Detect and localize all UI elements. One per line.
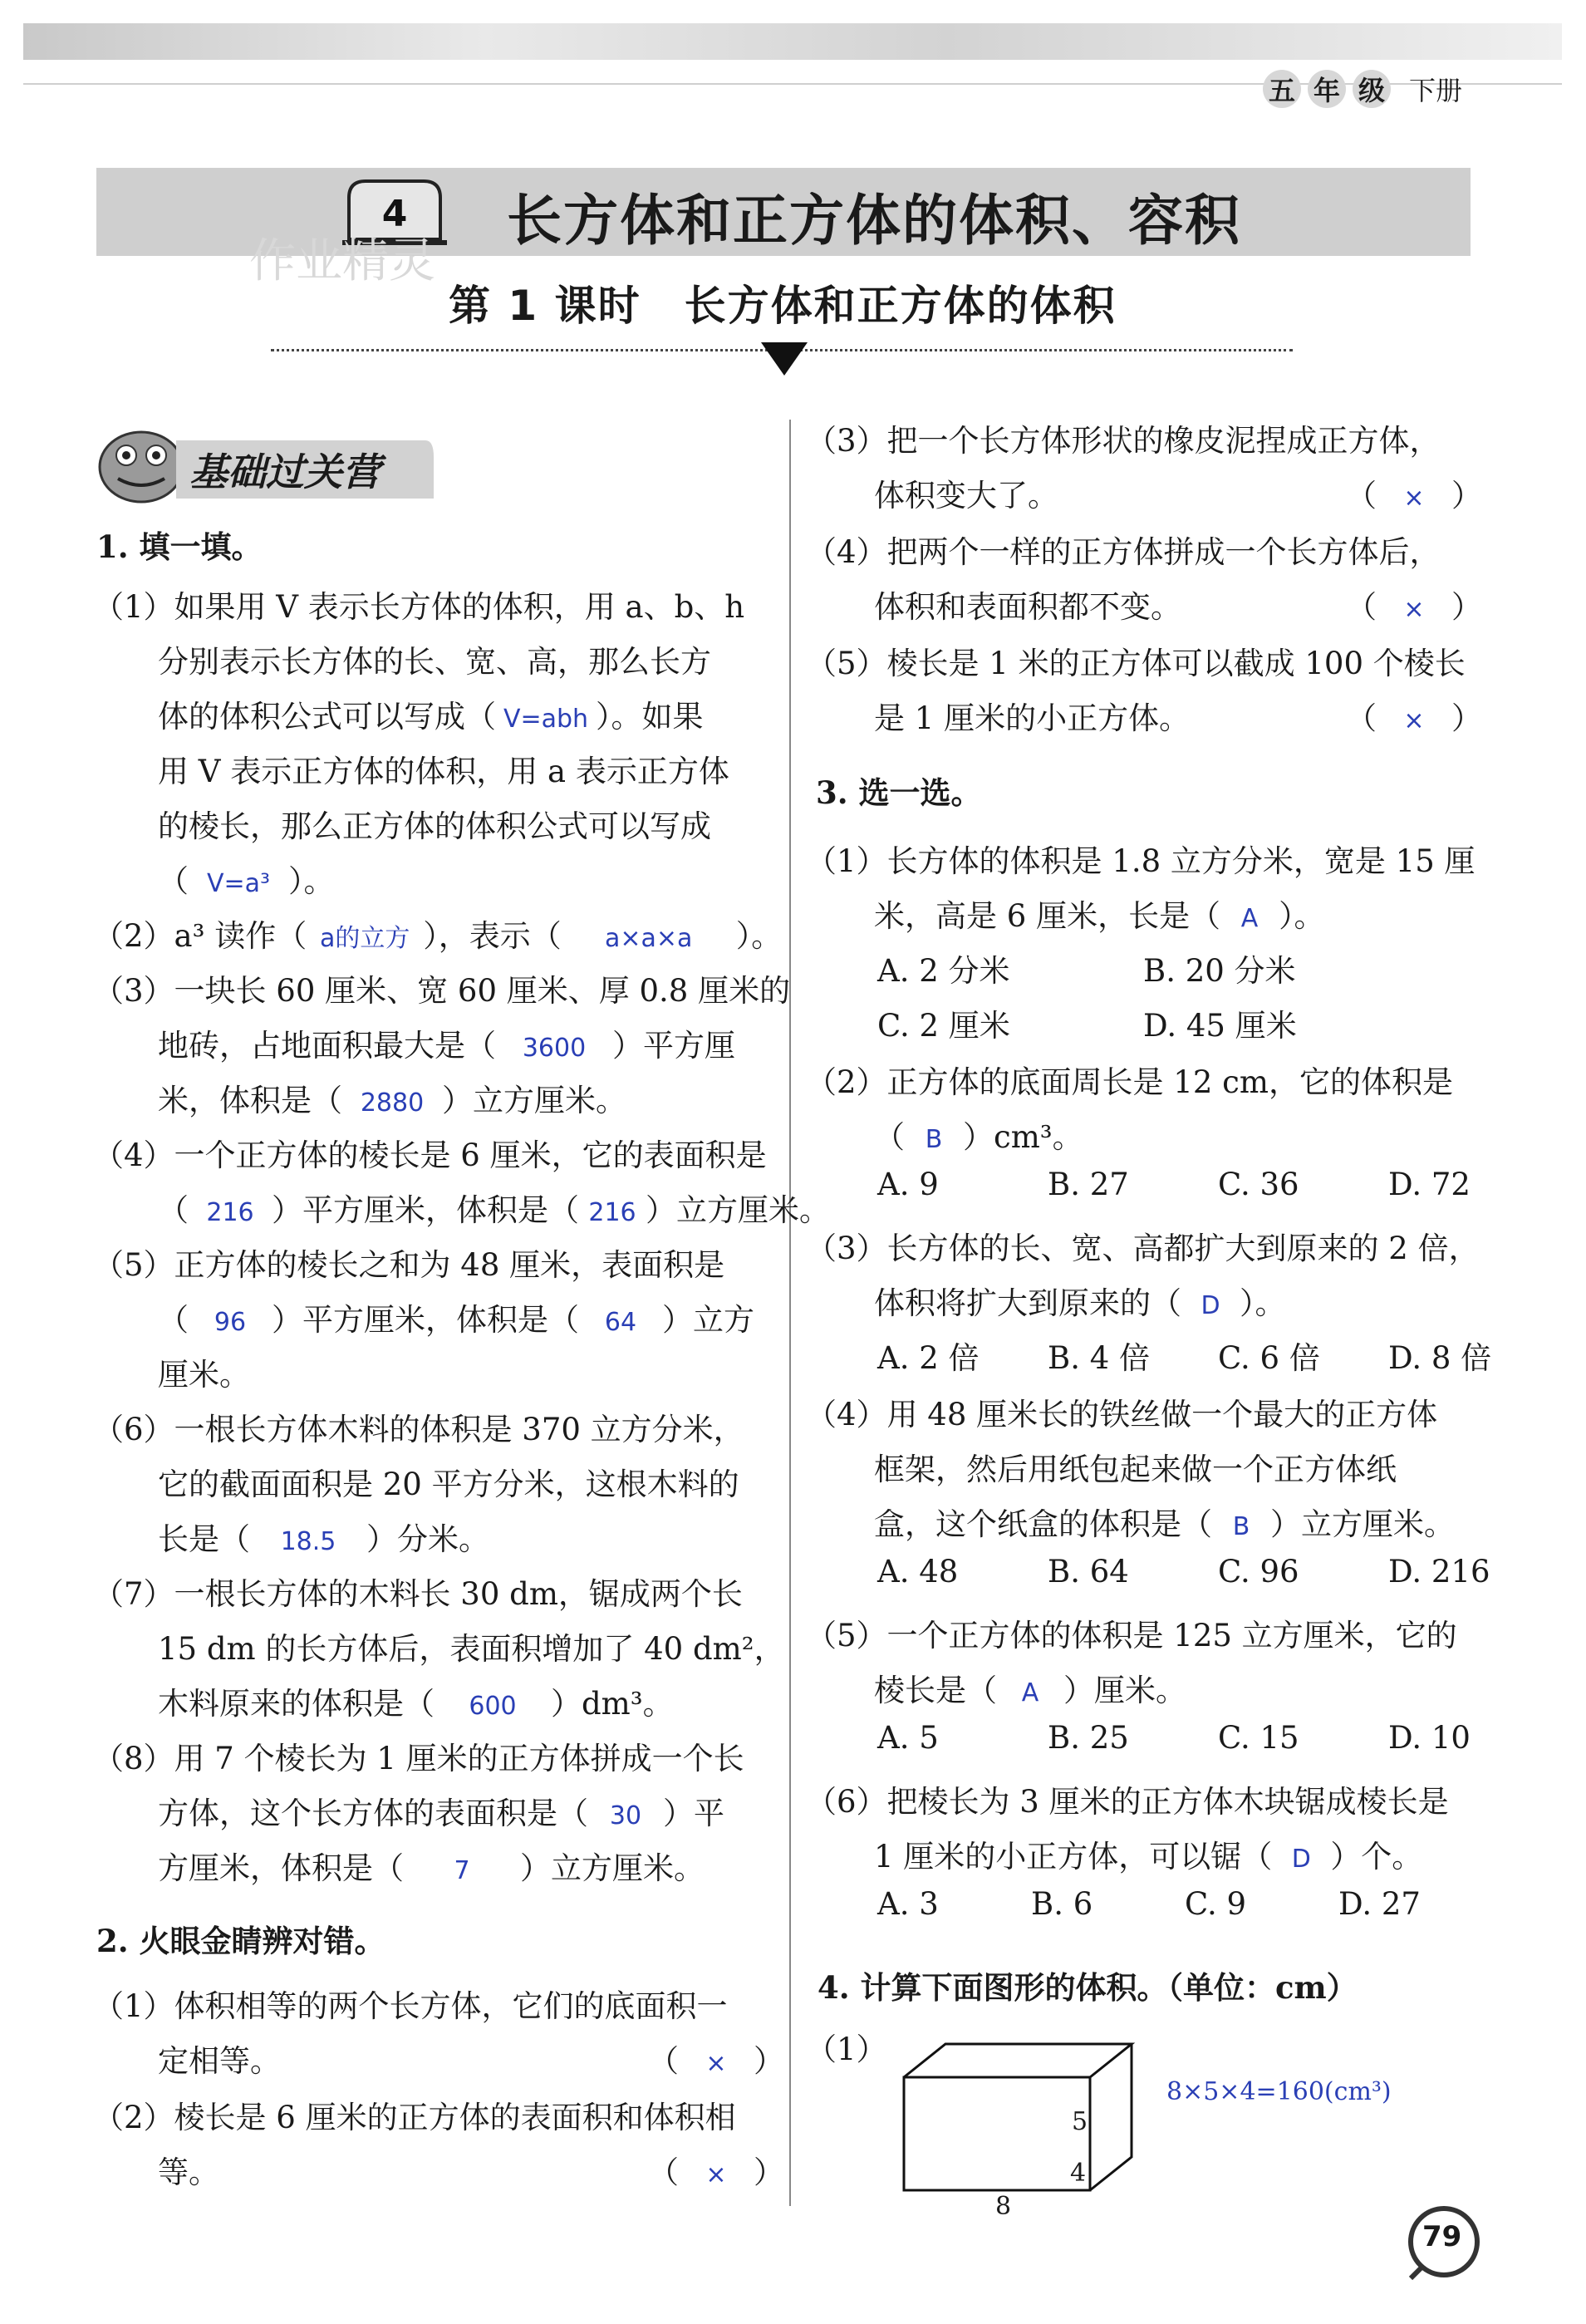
answer-text: 216 xyxy=(588,1198,636,1227)
q1-heading: 1. 填一填。 xyxy=(96,528,263,565)
dim-width: 4 xyxy=(1070,2159,1087,2188)
q1-4-line: （ 216 ）平方厘米，体积是（ 216 ）立方厘米。 xyxy=(158,1192,830,1228)
q1-3-line: 米，体积是（ 2880 ）立方厘米。 xyxy=(158,1083,626,1118)
q2-2-answer: （ × ） xyxy=(648,2154,784,2190)
q1-3-line: 地砖，占地面积最大是（ 3600 ）平方厘 xyxy=(158,1028,735,1064)
triangle-marker-icon xyxy=(761,342,808,376)
q2-1-line: （1）体积相等的两个长方体，它们的底面积一 xyxy=(93,1988,728,2024)
q2-heading: 2. 火眼金睛辨对错。 xyxy=(96,1923,385,1959)
answer-text: 7 xyxy=(454,1856,470,1885)
q3-2-line: （ B ）cm³。 xyxy=(874,1119,1083,1155)
top-decor-bar xyxy=(23,23,1562,60)
q1-8-line: （8）用 7 个棱长为 1 厘米的正方体拼成一个长 xyxy=(93,1741,744,1776)
q2-4-line: 体积和表面积都不变。 xyxy=(874,589,1181,625)
q3-6-line: 1 厘米的小正方体，可以锯（ D ）个。 xyxy=(874,1839,1423,1874)
answer-text: 64 xyxy=(604,1308,637,1337)
volume-label: 下册 xyxy=(1409,75,1463,106)
q3-5-line: （5）一个正方体的体积是 125 立方厘米，它的 xyxy=(806,1618,1457,1653)
q2-3-line: 体积变大了。 xyxy=(874,478,1058,513)
q1-1-line: （1）如果用 V 表示长方体的体积，用 a、b、h xyxy=(93,589,745,625)
q1-7-line: 木料原来的体积是（ 600 ）dm³。 xyxy=(158,1686,674,1722)
option: B. 4 倍 xyxy=(1048,1340,1151,1376)
grade-char: 级 xyxy=(1353,70,1391,108)
q1-1-line: 分别表示长方体的长、宽、高，那么长方 xyxy=(158,644,711,680)
q2-5-answer: （ × ） xyxy=(1346,700,1482,736)
option: A. 48 xyxy=(877,1554,959,1589)
q3-4-options xyxy=(877,1554,1559,1589)
q2-1-answer: （ × ） xyxy=(648,2043,784,2079)
option: B. 64 xyxy=(1048,1554,1129,1589)
answer-text: D xyxy=(1201,1291,1220,1320)
option: C. 15 xyxy=(1218,1720,1299,1756)
answer-text: a×a×a xyxy=(604,924,693,953)
q3-3-line: （3）长方体的长、宽、高都扩大到原来的 2 倍， xyxy=(806,1231,1480,1266)
column-divider xyxy=(789,420,791,2206)
q4-sub: （1） xyxy=(806,2032,887,2067)
q3-5-line: 棱长是（ A ）厘米。 xyxy=(874,1673,1186,1708)
answer-text: A xyxy=(1240,904,1259,933)
option: C. 96 xyxy=(1218,1554,1299,1589)
answer-text: × xyxy=(1403,595,1425,624)
q1-5-line: （5）正方体的棱长之和为 48 厘米，表面积是 xyxy=(93,1247,725,1283)
answer-text: V=a³ xyxy=(206,869,271,898)
answer-text: × xyxy=(1403,484,1425,513)
q2-2-line: 等。 xyxy=(158,2154,219,2190)
q1-6-line: 它的截面面积是 20 平方分米，这根木料的 xyxy=(158,1467,739,1502)
unit-title: 长方体和正方体的体积、容积 xyxy=(507,189,1241,253)
q2-5-line: 是 1 厘米的小正方体。 xyxy=(874,700,1191,736)
option: D. 72 xyxy=(1388,1167,1471,1202)
answer-text: a的立方 xyxy=(320,924,410,953)
answer-text: × xyxy=(705,2160,727,2189)
dim-height: 5 xyxy=(1072,2107,1088,2136)
q1-5-line: 厘米。 xyxy=(158,1357,250,1393)
q3-1-options xyxy=(877,1000,1313,1045)
answer-text: × xyxy=(1403,706,1425,735)
option: D. 8 倍 xyxy=(1388,1340,1492,1376)
option: D. 45 厘米 xyxy=(1143,1008,1297,1044)
q3-1-line: （1）长方体的体积是 1.8 立方分米，宽是 15 厘 xyxy=(806,843,1476,879)
lesson-title: 第 1 课时 长方体和正方体的体积 xyxy=(449,282,1117,330)
q1-8-line: 方体，这个长方体的表面积是（ 30 ）平 xyxy=(158,1796,724,1831)
q1-4-line: （4）一个正方体的棱长是 6 厘米，它的表面积是 xyxy=(93,1137,767,1173)
q1-5-line: （ 96 ）平方厘米，体积是（ 64 ）立方 xyxy=(158,1302,754,1338)
section-label: 基础过关营 xyxy=(189,450,381,494)
q1-3-line: （3）一块长 60 厘米、宽 60 厘米、厚 0.8 厘米的 xyxy=(93,973,791,1009)
q1-1-line: （ V=a³ ）。 xyxy=(158,863,335,899)
answer-text: 18.5 xyxy=(280,1527,336,1556)
q4-heading: 4. 计算下面图形的体积。（单位：cm） xyxy=(818,1969,1358,2006)
answer-text: V=abh xyxy=(503,705,589,734)
q3-3-options xyxy=(877,1333,1559,1378)
q2-4-line: （4）把两个一样的正方体拼成一个长方体后， xyxy=(806,534,1441,570)
q1-6-line: 长是（ 18.5 ）分米。 xyxy=(158,1521,489,1557)
option: B. 6 xyxy=(1031,1886,1093,1922)
option: B. 25 xyxy=(1048,1720,1129,1756)
q3-4-line: 框架，然后用纸包起来做一个正方体纸 xyxy=(874,1452,1397,1487)
q3-4-line: （4）用 48 厘米长的铁丝做一个最大的正方体 xyxy=(806,1397,1438,1432)
option: A. 2 分米 xyxy=(877,953,1010,989)
grade-char: 五 xyxy=(1263,70,1301,108)
q1-8-line: 方厘米，体积是（ 7 ）立方厘米。 xyxy=(158,1850,705,1886)
option: C. 2 厘米 xyxy=(877,1008,1010,1044)
q3-5-options xyxy=(877,1720,1559,1756)
answer-text: 3600 xyxy=(522,1034,587,1063)
answer-text: 2880 xyxy=(360,1088,425,1118)
option: A. 3 xyxy=(877,1886,939,1922)
option: A. 5 xyxy=(877,1720,939,1756)
dim-length: 8 xyxy=(995,2192,1012,2221)
q2-3-answer: （ × ） xyxy=(1346,478,1482,513)
option: A. 2 倍 xyxy=(877,1340,980,1376)
q1-7-line: （7）一根长方体的木料长 30 dm，锯成两个长 xyxy=(93,1576,743,1612)
option: C. 6 倍 xyxy=(1218,1340,1320,1376)
unit-number: 4 xyxy=(381,193,408,235)
answer-text: 96 xyxy=(214,1308,247,1337)
q2-3-line: （3）把一个长方体形状的橡皮泥捏成正方体， xyxy=(806,423,1441,459)
q1-7-line: 15 dm 的长方体后，表面积增加了 40 dm²， xyxy=(158,1631,785,1667)
answer-text: × xyxy=(705,2049,727,2078)
answer-text: 30 xyxy=(609,1801,642,1830)
page-number: 79 xyxy=(1422,2220,1462,2253)
option: B. 20 分米 xyxy=(1143,953,1296,989)
q3-3-line: 体积将扩大到原来的（ D ）。 xyxy=(874,1285,1286,1321)
q2-4-answer: （ × ） xyxy=(1346,589,1482,625)
q1-1-line: 体的体积公式可以写成（ V=abh ）。如果 xyxy=(158,699,704,735)
grade-char: 年 xyxy=(1308,70,1346,108)
q3-2-line: （2）正方体的底面周长是 12 cm，它的体积是 xyxy=(806,1064,1453,1100)
q3-6-options xyxy=(877,1886,1509,1922)
q2-5-line: （5）棱长是 1 米的正方体可以截成 100 个棱长 xyxy=(806,646,1466,681)
q1-1-line: 用 V 表示正方体的体积，用 a 表示正方体 xyxy=(158,754,729,789)
q1-6-line: （6）一根长方体木料的体积是 370 立方分米， xyxy=(93,1412,744,1447)
option: C. 9 xyxy=(1185,1886,1247,1922)
q3-heading: 3. 选一选。 xyxy=(816,774,982,811)
q3-2-options xyxy=(877,1167,1559,1202)
q1-1-line: 的棱长，那么正方体的体积公式可以写成 xyxy=(158,808,711,844)
q3-1-line: 米，高是 6 厘米，长是（ A ）。 xyxy=(874,898,1325,934)
watermark: 作业精灵 xyxy=(249,234,435,288)
q3-4-line: 盒，这个纸盒的体积是（ B ）立方厘米。 xyxy=(874,1506,1455,1542)
answer-text: B xyxy=(925,1125,943,1154)
answer-text: D xyxy=(1291,1845,1311,1874)
q4-answer: 8×5×4=160(cm³) xyxy=(1166,2077,1392,2106)
cuboid-figure xyxy=(897,2036,1147,2202)
q3-6-line: （6）把棱长为 3 厘米的正方体木块锯成棱长是 xyxy=(806,1784,1449,1820)
q1-2-line: （2）a³ 读作（ a的立方 ），表示（ a×a×a ）。 xyxy=(93,918,783,954)
grade-label xyxy=(1263,68,1462,110)
option: D. 10 xyxy=(1388,1720,1471,1756)
option: A. 9 xyxy=(877,1167,939,1202)
option: D. 216 xyxy=(1388,1554,1490,1589)
q2-2-line: （2）棱长是 6 厘米的正方体的表面积和体积相 xyxy=(93,2100,736,2135)
answer-text: 216 xyxy=(206,1198,254,1227)
option: C. 36 xyxy=(1218,1167,1299,1202)
answer-text: B xyxy=(1232,1512,1250,1541)
q3-1-options xyxy=(877,946,1313,990)
answer-text: 600 xyxy=(469,1692,517,1721)
q2-1-line: 定相等。 xyxy=(158,2043,281,2079)
answer-text: A xyxy=(1021,1678,1039,1707)
option: B. 27 xyxy=(1048,1167,1129,1202)
option: D. 27 xyxy=(1338,1886,1421,1922)
